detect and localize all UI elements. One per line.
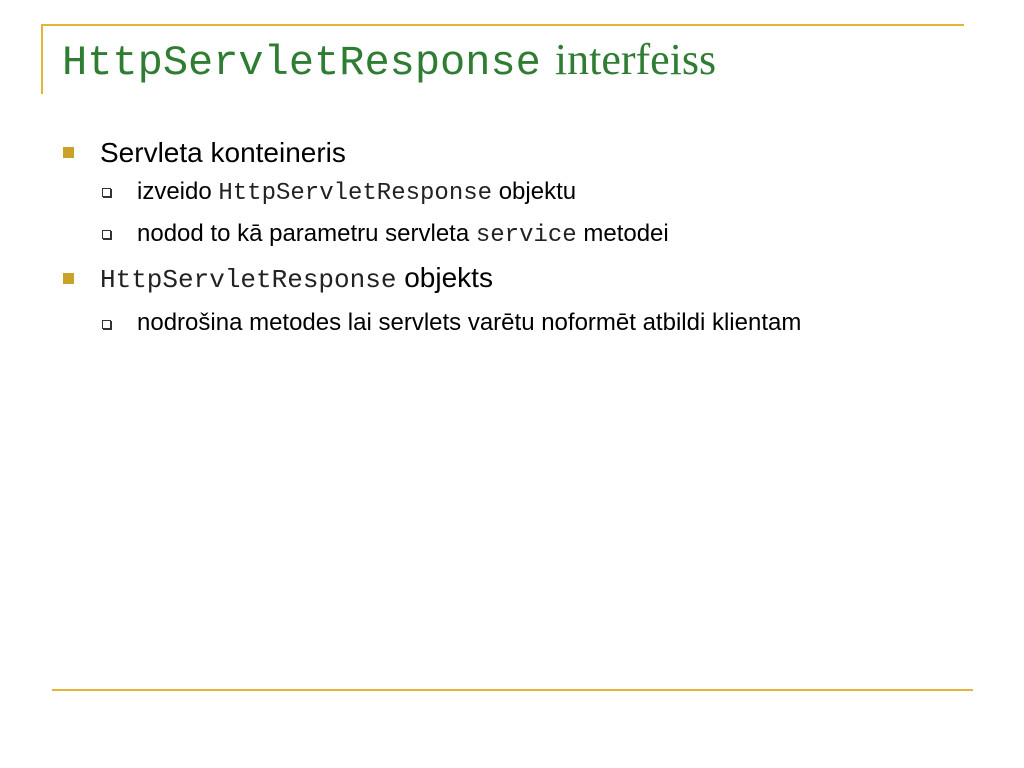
bullet-item-2 <box>100 264 493 293</box>
sub-bullet-pre-text: izveido <box>137 178 219 205</box>
bullet-post-text: objekts <box>396 262 493 293</box>
sub-bullet-pre-text: nodod to kā parametru servleta <box>137 220 476 247</box>
footer-rule <box>52 689 973 691</box>
sub-bullet-text: nodrošina metodes lai servlets varētu noformēt atbildi klientam <box>137 309 802 336</box>
sub-bullet-item-1-1 <box>137 180 576 206</box>
title-code-part: HttpServletResponse <box>62 39 541 87</box>
sub-bullet-square-icon <box>102 320 111 329</box>
inline-code: HttpServletResponse <box>218 180 493 207</box>
title-text-part: interfeiss <box>554 35 717 84</box>
bullet-text: Servleta konteineris <box>100 137 346 168</box>
inline-code: service <box>475 222 577 249</box>
sub-bullet-square-icon <box>102 188 111 197</box>
bullet-item-1 <box>100 139 346 167</box>
inline-code: HttpServletResponse <box>100 265 397 295</box>
sub-bullet-post-text: metodei <box>576 220 669 247</box>
sub-bullet-post-text: objektu <box>492 178 577 205</box>
sub-bullet-item-1-2 <box>137 222 669 248</box>
bullet-square-icon <box>63 147 74 158</box>
bullet-square-icon <box>63 273 74 284</box>
sub-bullet-square-icon <box>102 230 111 239</box>
sub-bullet-item-2-1 <box>137 311 801 335</box>
